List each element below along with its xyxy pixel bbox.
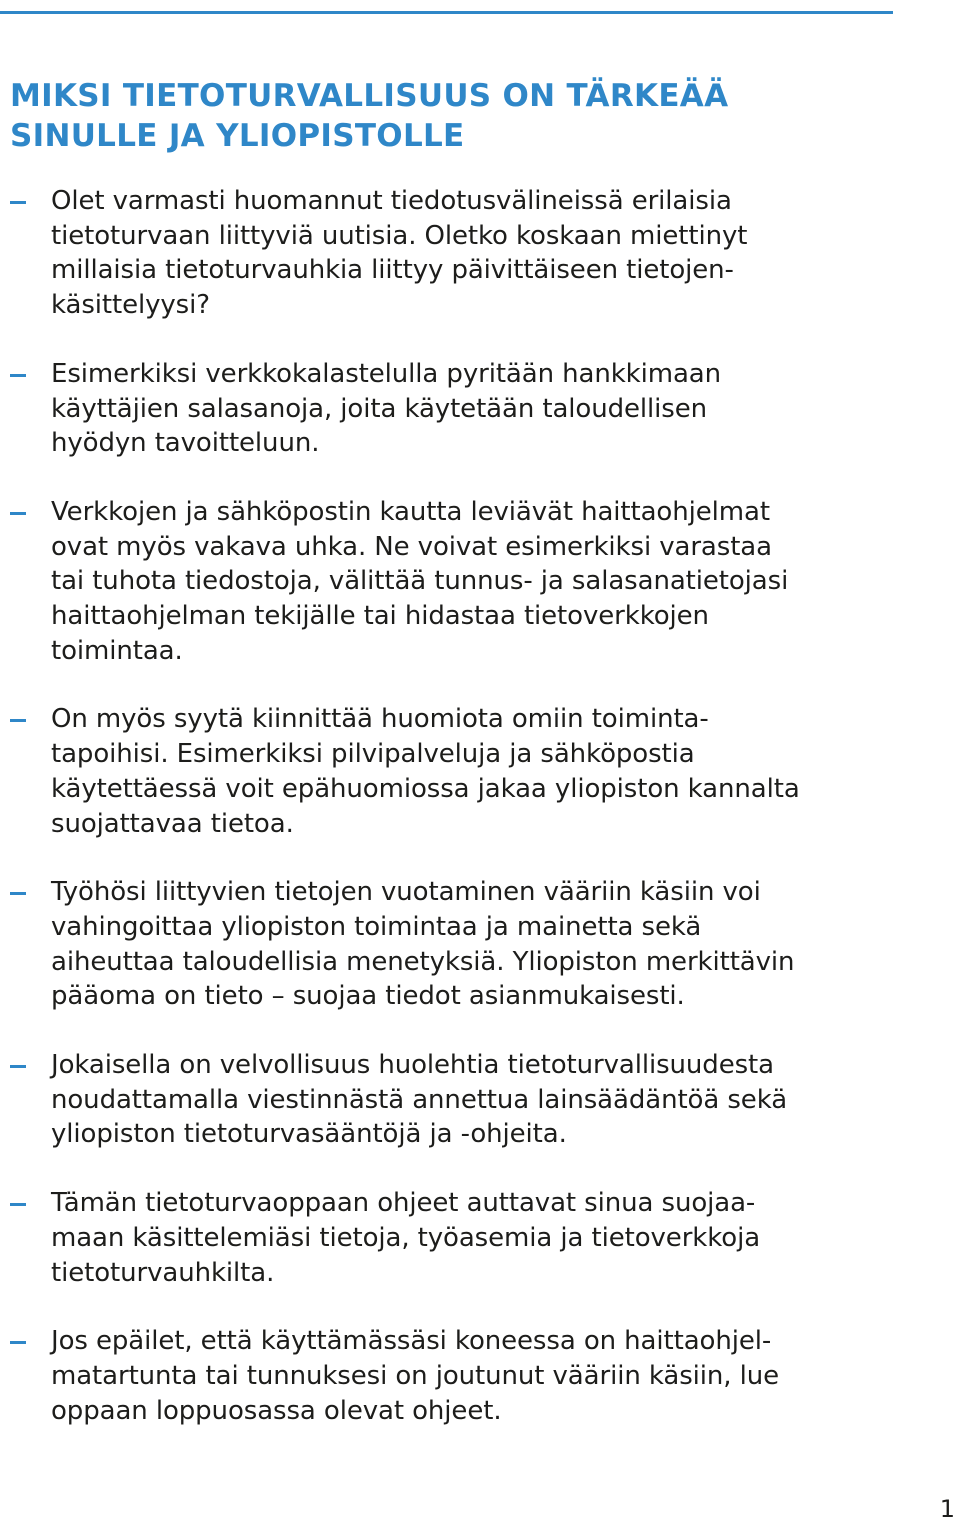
- bullet-text-line: pääoma on tieto – suojaa tiedot asianmukaisesti.: [51, 981, 685, 1012]
- dash-bullet-icon: [10, 892, 26, 895]
- bullet-text-line: Jokaisella on velvollisuus huolehtia tietoturvallisuudesta: [51, 1050, 774, 1081]
- bullet-text-line: vahingoittaa yliopiston toimintaa ja mainetta sekä: [51, 911, 702, 942]
- top-rule: [0, 11, 893, 14]
- bullet-text-line: tai tuhota tiedostoja, välittää tunnus- ja salasanatietojasi: [51, 566, 789, 597]
- bullet-text-line: hyödyn tavoitteluun.: [51, 428, 320, 459]
- bullet-text: [51, 184, 900, 323]
- bullet-text-line: käyttäjien salasanoja, joita käytetään taloudellisen: [51, 393, 707, 424]
- bullet-text-line: Työhösi liittyvien tietojen vuotaminen vääriin käsiin voi: [51, 877, 761, 908]
- bullet-text-line: Olet varmasti huomannut tiedotusvälineissä erilaisia: [51, 186, 732, 216]
- list-item: [0, 1324, 900, 1428]
- bullet-text-line: oppaan loppuosassa olevat ohjeet.: [51, 1395, 502, 1426]
- dash-bullet-icon: [10, 512, 26, 515]
- bullet-text-line: haittaohjelman tekijälle tai hidastaa tietoverkkojen: [51, 601, 709, 632]
- bullet-text-line: Jos epäilet, että käyttämässäsi koneessa on haittaohjel-: [51, 1326, 772, 1357]
- bullet-text-line: toimintaa.: [51, 635, 183, 666]
- bullet-text-line: käytettäessä voit epähuomiossa jakaa yliopiston kannalta: [51, 773, 800, 804]
- dash-bullet-icon: [10, 719, 26, 722]
- list-item: [0, 1186, 900, 1290]
- list-item: [0, 875, 900, 1014]
- bullet-text-line: yliopiston tietoturvasääntöjä ja -ohjeita.: [51, 1119, 567, 1150]
- page-title-line-2: SINULLE JA YLIOPISTOLLE: [10, 118, 465, 154]
- bullet-text-line: tapoihisi. Esimerkiksi pilvipalveluja ja sähköpostia: [51, 739, 695, 770]
- bullet-text-line: Verkkojen ja sähköpostin kautta leviävät haittaohjelmat: [51, 496, 770, 527]
- bullet-text-line: ovat myös vakava uhka. Ne voivat esimerkiksi varastaa: [51, 531, 772, 562]
- bullet-text-line: suojattavaa tietoa.: [51, 808, 294, 839]
- list-item: [0, 702, 900, 841]
- list-item: [0, 357, 900, 461]
- bullet-text-line: tietoturvauhkilta.: [51, 1257, 275, 1288]
- bullet-text-line: Tämän tietoturvaoppaan ohjeet auttavat sinua suojaa-: [51, 1188, 756, 1219]
- dash-bullet-icon: [10, 1065, 26, 1068]
- bullet-text: [51, 702, 900, 841]
- bullet-list: [0, 184, 900, 1462]
- list-item: [0, 184, 900, 323]
- bullet-text: [51, 357, 900, 461]
- page-title: [10, 76, 890, 156]
- page-title-line-1: MIKSI TIETOTURVALLISUUS ON TÄRKEÄÄ: [10, 78, 729, 114]
- dash-bullet-icon: [10, 201, 26, 204]
- bullet-text-line: matartunta tai tunnuksesi on joutunut vääriin käsiin, lue: [51, 1360, 779, 1391]
- dash-bullet-icon: [10, 1341, 26, 1344]
- bullet-text-line: Esimerkiksi verkkokalastelulla pyritään hankkimaan: [51, 358, 722, 389]
- list-item: [0, 1048, 900, 1152]
- bullet-text-line: käsittelyysi?: [51, 290, 210, 321]
- bullet-text: [51, 1186, 900, 1290]
- bullet-text-line: tietoturvaan liittyviä uutisia. Oletko koskaan miettinyt: [51, 220, 748, 251]
- bullet-text-line: On myös syytä kiinnittää huomiota omiin toiminta-: [51, 704, 709, 735]
- bullet-text: [51, 1324, 900, 1428]
- bullet-text: [51, 1048, 900, 1152]
- dash-bullet-icon: [10, 374, 26, 377]
- page-number: 1: [939, 1495, 955, 1523]
- bullet-text-line: maan käsittelemiäsi tietoja, työasemia ja tietoverkkoja: [51, 1222, 761, 1253]
- bullet-text: [51, 495, 900, 669]
- bullet-text: [51, 875, 900, 1014]
- bullet-text-line: millaisia tietoturvauhkia liittyy päivittäiseen tietojen-: [51, 255, 734, 286]
- bullet-text-line: noudattamalla viestinnästä annettua lainsäädäntöä sekä: [51, 1084, 788, 1115]
- list-item: [0, 495, 900, 669]
- dash-bullet-icon: [10, 1203, 26, 1206]
- bullet-text-line: aiheuttaa taloudellisia menetyksiä. Yliopiston merkittävin: [51, 946, 795, 977]
